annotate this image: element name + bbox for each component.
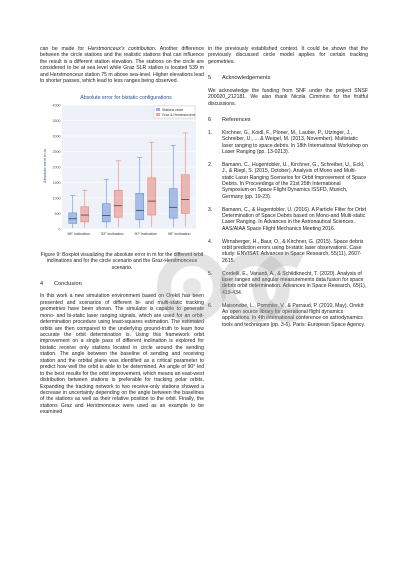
y-tick-label: 1500 <box>52 180 61 185</box>
y-tick-label: 1000 <box>52 196 61 201</box>
reference-item <box>208 239 368 265</box>
ack-paragraph: We acknowledge the funding from SNF under the project SNSF 200020_212181. We also thank Nicola Cimmino for the fruitful discussions. <box>208 87 368 107</box>
reference-item <box>208 130 368 156</box>
section-number: 5 <box>208 75 212 82</box>
intro-rest: Another difference between the circle stations and the realistic stations that can influence the result is a different station elevation. The stations on the circle are considered to be at sea level while Graz SLR station is located 539 m and Herstmonceux station 75 m above sea-level. Higher elevations lead to shorter passes, which lead to less ranges being observed. <box>40 46 205 85</box>
left-column <box>40 46 204 416</box>
reference-item <box>208 162 368 201</box>
reference-text: Bamann, C., Hugentobler, U., Kirchner, G., Schreiber, U., Eckl, J., & Riepl, S. (2015, October). Analysis of Mono and Multi-static Laser Ranging Scenarios for Orbit Improvement of Space Debris. In Proceedings of the 21st 25th International Symposium on Space Flight Dynamics ISSFD, Munich, Germany (pp. 19-23). <box>222 161 367 200</box>
box <box>169 188 177 217</box>
y-tick-label: 2000 <box>52 165 61 170</box>
reference-text: Maisonobe, L., Pommier, V., & Parraud, P. (2010, May). Orekit: An open source library for operational flight dynamics applications. In 4th international conference on astrodynamics tools and techniques (pp. 3-6). Paris: European Space Agency. <box>222 302 366 328</box>
section-heading-conclusion <box>40 281 204 287</box>
reference-number: 3. <box>208 206 213 213</box>
box <box>148 178 156 215</box>
y-tick-label: 3000 <box>52 134 61 139</box>
reference-list <box>208 130 368 329</box>
reference-number: 6. <box>208 302 213 309</box>
reference-item <box>208 207 368 233</box>
section-title: References <box>222 117 251 124</box>
y-tick-label: 2500 <box>52 149 61 154</box>
x-tick-label: 98° inclination <box>168 231 191 236</box>
reference-number: 5. <box>208 270 213 277</box>
reference-text: Bamann, C., & Hugentobler, U. (2016). A Particle Filter for Orbit Determination of Space Debris based on Mono-and Multi-static Laser Ranging. In Advances in the Astronautical Sciences. AAS/AIAA Space Flight Mechanics Meeting 2016. <box>222 206 366 232</box>
section-heading-references <box>208 117 368 123</box>
legend-label: Stations circle <box>162 107 184 112</box>
x-tick-label: 53° inclination <box>101 231 124 236</box>
figure-9 <box>40 91 204 271</box>
box <box>114 190 122 217</box>
boxplot-chart <box>40 91 200 247</box>
section-number: 6 <box>208 117 212 124</box>
reference-number: 1. <box>208 129 213 136</box>
reference-text: Wirnsberger, H., Baur, O., & Kirchner, G. (2015). Space debris orbit prediction errors using bi-static laser observations. Case study: ENVISAT. Advances in Space Research, 55(11), 2607-2615. <box>222 238 364 264</box>
reference-number: 4. <box>208 238 213 245</box>
conclusion-paragraph: In this work a new simulation environment based on Orekit has been presented and scenarios of different bi- and multi-static tracking geometries have been shown. The simulator is capable to generate mono- and bi-static laser ranging signals, which are used for an orbit-determination procedure using least-squares estimation. The estimated orbits are then compared to the underlying ground-truth to learn how accurate the orbit determination is. Using this framework orbit improvement on a single pass of different inclination is explored for bistatic receive only stations located in circle around the sending station. The angle between the baseline of sending and receiving station and the orbital plane was identified as a critical parameter to predict how well the orbit is able to be determined. An angle of 90° led to the best results for the orbit improvement, which means an east-west distribution between stations is preferable for tracking polar orbits. Expanding the tracking network to two receive-only stations showed a decrease in uncertainty depending on the angle between the baselines of the stations as well as their relative position to the orbit. Finally, the stations Graz and Herstmonceux were used as an example to be examined <box>40 293 204 416</box>
intro-paragraph <box>40 46 204 85</box>
box <box>181 174 189 213</box>
reference-text: Cordelli, E., Vananti, A., & Schildknecht, T. (2020). Analysis of laser ranges and angular measurements data fusion for space debris orbit determination. Advances in Space Research, 65(1), 419-434. <box>222 270 367 296</box>
legend-swatch <box>156 108 160 111</box>
legend-label: Graz & Herstmonceux <box>162 112 196 117</box>
box <box>136 193 144 219</box>
section-number: 4 <box>40 280 44 287</box>
y-tick-label: 0 <box>58 227 61 232</box>
intro-italic: Herstmonceux's contribution. <box>87 46 157 52</box>
reference-item <box>208 271 368 297</box>
reference-item <box>208 303 368 329</box>
reference-text: Kirchner, G., Koidl, F., Ploner, M., Lauber, P., Utzinger, J., Schreiber, U., ... & Weigel, M. (2013, November). Multistatic laser ranging to space debris. In 18th International Workshop on Laser Ranging (pp. 13-0213). <box>222 129 368 155</box>
box <box>81 206 89 221</box>
x-tick-label: 98° inclination <box>67 231 90 236</box>
section-title: Conclusion <box>54 280 82 287</box>
y-tick-label: 500 <box>54 211 61 216</box>
section-heading-ack <box>208 75 368 81</box>
right-column <box>208 46 368 335</box>
box <box>102 203 110 221</box>
box <box>69 213 77 224</box>
intro-lead: can be made for <box>40 46 88 52</box>
legend-swatch <box>156 113 160 116</box>
x-tick-label: 90° inclination <box>134 231 157 236</box>
plot-area <box>53 103 197 236</box>
figure-caption: Figure 9: Boxplot visualizing the absolute error in m for the different orbit inclinations and for the circle scenario and the Graz-Herstmonceux scenario. <box>40 252 204 271</box>
y-tick-label: 4000 <box>52 103 61 108</box>
chart-ylabel: Absolute error in m <box>42 148 47 183</box>
chart-title: Absolute error for bistatic configurations <box>80 94 172 101</box>
continuation-paragraph: in the previously established context. It could be shown that the previously discussed circle model applies for certain tracking geometries. <box>208 46 368 65</box>
reference-number: 2. <box>208 161 213 168</box>
y-tick-label: 3500 <box>52 118 61 123</box>
section-title: Acknowledgements <box>222 75 271 82</box>
